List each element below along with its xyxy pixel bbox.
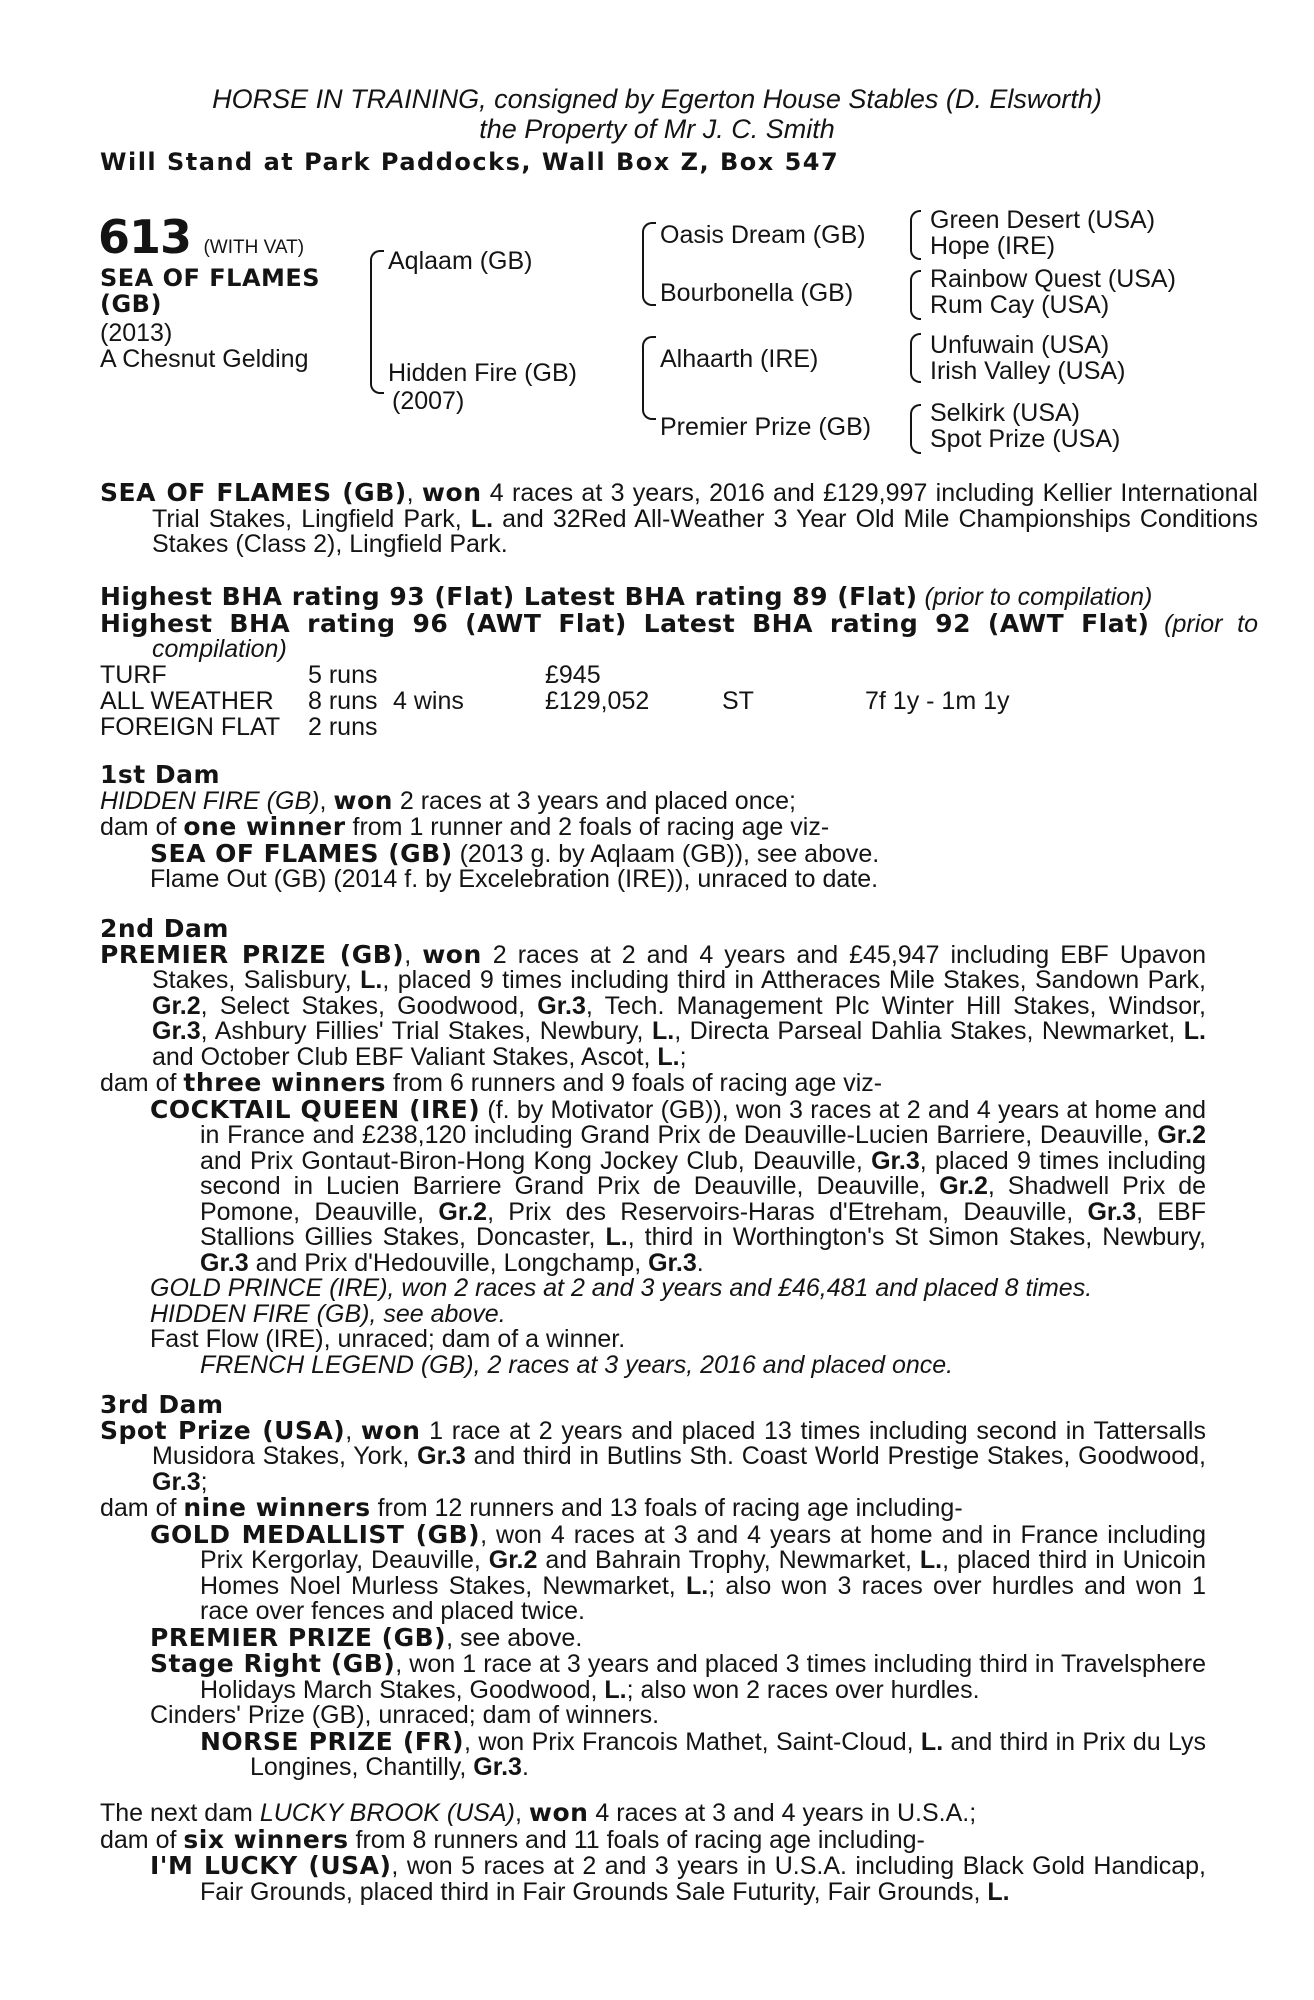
progeny-text: and third in Prix du Lys Longines, Chantilly, bbox=[250, 1727, 1206, 1781]
race-grade: Gr.3 bbox=[1087, 1197, 1137, 1226]
property-line: the Property of Mr J. C. Smith bbox=[479, 114, 835, 144]
progeny-text: ; also won 2 races over hurdles. bbox=[626, 1675, 980, 1704]
third-dam-section: 3rd Dam Spot Prize (USA), won 1 race at 2 years and placed 13 times including second in Tattersalls Musidora Stakes, York, Gr.3 and third in Butlins Sth. Coast World Prestige Stakes, Goodwood, Gr.3; dam of nine winners from 12 runners and 13 foals of racing age including- GOLD MEDALLIST (GB), won 4 races at 3 and 4 years at home and in France including Prix Kergorlay, Deauville, Gr.2 and Bahrain Trophy, Newmarket, L., placed third in Unicoin Homes Noel Murless Stakes, Newmarket, L.; also won 3 races over hurdles and won 1 race over fences and placed twice. PREMIER PRIZE (GB), see above. Stage Right (GB), won 1 race at 3 years and placed 3 times including third in Travelsphere Holidays March Stakes, Goodwood, L.; also won 2 races over hurdles. Cinders' Prize (GB), unraced; dam of winners. NORSE PRIZE (FR), won Prix Francois Mathet, Saint-Cloud, L. and third in Prix du Lys Longines, Chantilly, Gr.3. bbox=[100, 1390, 1206, 1781]
runs: 8 runs bbox=[308, 687, 378, 715]
race-grade: Gr.2 bbox=[488, 1546, 538, 1574]
pedigree-ss-dam: Hope (IRE) bbox=[930, 232, 1056, 260]
dam-record: ; bbox=[200, 1467, 208, 1496]
pedigree-ds-dam: Irish Valley (USA) bbox=[930, 357, 1126, 385]
race-grade: L. bbox=[919, 1546, 943, 1574]
section-heading: 3rd Dam bbox=[100, 1390, 224, 1419]
next-dam-text: The next dam bbox=[100, 1799, 260, 1827]
dam-name: PREMIER PRIZE (GB) bbox=[100, 939, 405, 969]
racing-summary: SEA OF FLAMES (GB), won 4 races at 3 years, 2016 and £129,997 including Kellier International Trial Stakes, Lingfield Park, L. and 32Red All-Weather 3 Year Old Mile Championships Conditions Stakes (Class 2), Lingfield Park. bbox=[100, 478, 1258, 558]
pedigree-dd-dam: Spot Prize (USA) bbox=[930, 425, 1121, 453]
horse-origin: (GB) bbox=[100, 290, 162, 318]
progeny-text: and Prix d'Hedouville, Longchamp, bbox=[248, 1248, 649, 1277]
section-heading: 2nd Dam bbox=[100, 914, 229, 943]
stand-location: Will Stand at Park Paddocks, Wall Box Z, Box 547 bbox=[100, 148, 840, 176]
horse-name: SEA OF FLAMES bbox=[100, 264, 321, 292]
race-grade: Gr.3 bbox=[417, 1442, 466, 1470]
progeny-name: PREMIER PRIZE (GB) bbox=[150, 1622, 447, 1652]
dam-record: 2 races at 2 and 4 years and £45,947 including EBF Upavon Stakes, Salisbury, bbox=[152, 940, 1206, 994]
dam-of-text: from 6 runners and 9 foals of racing age viz- bbox=[386, 1069, 883, 1097]
rating-awt: Highest BHA rating 96 (AWT Flat) Latest BHA rating 92 (AWT Flat) bbox=[100, 608, 1150, 638]
race-grade: L. bbox=[605, 1223, 628, 1251]
earnings: £945 bbox=[545, 661, 601, 689]
dam-record: , Select Stakes, Goodwood, bbox=[200, 991, 538, 1020]
progeny-text: , EBF Stallions Gillies Stakes, Doncaster, bbox=[200, 1197, 1206, 1251]
consignor-line: HORSE IN TRAINING, consigned by Egerton House Stables (D. Elsworth) bbox=[212, 84, 1102, 114]
winners-count: six winners bbox=[183, 1824, 349, 1854]
won-label: won bbox=[360, 1415, 421, 1445]
rating-flat: Highest BHA rating 93 (Flat) Latest BHA rating 89 (Flat) bbox=[100, 582, 918, 611]
dam-record: and October Club EBF Valiant Stakes, Ascot, bbox=[152, 1042, 658, 1071]
dam-record: 1 race at 2 years and placed 13 times including second in Tattersalls Musidora Stakes, York, bbox=[152, 1416, 1206, 1470]
race-grade: Gr.2 bbox=[438, 1197, 488, 1226]
progeny-text: , won 1 race at 3 years and placed 3 times including third in Travelsphere Holidays March Stakes, Goodwood, bbox=[200, 1650, 1206, 1704]
pedigree-sire: Aqlaam (GB) bbox=[388, 247, 533, 275]
progeny-name: I'M LUCKY (USA) bbox=[150, 1851, 392, 1880]
won-label: won bbox=[422, 939, 482, 969]
dam-record: ; bbox=[679, 1042, 687, 1071]
pedigree-dam-year: (2007) bbox=[392, 387, 465, 415]
race-grade: Gr.3 bbox=[473, 1753, 522, 1781]
race-grade: Gr.2 bbox=[1157, 1121, 1206, 1149]
pedigree-brace bbox=[642, 336, 656, 420]
dam-record: 4 races at 3 and 4 years in U.S.A.; bbox=[588, 1799, 977, 1827]
progeny-text: , won 4 races at 3 and 4 years at home and in France including Prix Kergorlay, Deauville, bbox=[200, 1520, 1206, 1574]
progeny-entry: Fast Flow (IRE), unraced; dam of a winner. bbox=[150, 1325, 626, 1353]
summary-won: won bbox=[421, 478, 482, 507]
progeny-name: NORSE PRIZE (FR) bbox=[200, 1726, 465, 1756]
bha-ratings bbox=[100, 584, 1258, 663]
runs: 2 runs bbox=[308, 713, 378, 741]
race-grade: Gr.3 bbox=[152, 1467, 201, 1496]
progeny-entry: GOLD PRINCE (IRE), won 2 races at 2 and 3 years and £46,481 and placed 8 times. bbox=[150, 1274, 1093, 1302]
progeny-text: ; also won 3 races over hurdles and won 1 race over fences and placed twice. bbox=[200, 1571, 1206, 1625]
race-grade: L. bbox=[470, 504, 494, 533]
winners-count: three winners bbox=[183, 1068, 386, 1097]
runs: 5 runs bbox=[308, 661, 378, 689]
summary-horse-name: SEA OF FLAMES (GB) bbox=[100, 478, 407, 507]
progeny-text: . bbox=[696, 1248, 704, 1277]
pedigree-dam-dam: Premier Prize (GB) bbox=[660, 413, 872, 441]
race-grade: Gr.2 bbox=[152, 991, 201, 1020]
pedigree-sire-sire: Oasis Dream (GB) bbox=[660, 221, 866, 249]
distance: 7f 1y - 1m 1y bbox=[865, 687, 1010, 715]
progeny-text: , placed third in Unicoin Homes Noel Murless Stakes, Newmarket, bbox=[200, 1546, 1206, 1600]
progeny-text: (2013 g. by Aqlaam (GB)), see above. bbox=[452, 839, 880, 868]
going: ST bbox=[722, 687, 754, 715]
pedigree-ss-sire: Green Desert (USA) bbox=[930, 206, 1156, 234]
dam-record: , placed 9 times including third in Attheraces Mile Stakes, Sandown Park, bbox=[382, 966, 1206, 994]
rating-note: (prior to compilation) bbox=[152, 609, 1259, 663]
race-record-table bbox=[0, 662, 1314, 742]
race-grade: Gr.3 bbox=[200, 1248, 249, 1277]
wins: 4 wins bbox=[393, 687, 464, 715]
dam-of-text: dam of bbox=[100, 1494, 184, 1522]
pedigree-brace bbox=[910, 404, 921, 454]
progeny-text: , won Prix Francois Mathet, Saint-Cloud, bbox=[464, 1727, 921, 1756]
pedigree-sire-dam: Bourbonella (GB) bbox=[660, 279, 854, 307]
earnings: £129,052 bbox=[545, 687, 650, 715]
progeny-name: SEA OF FLAMES (GB) bbox=[150, 838, 453, 868]
progeny-entry: FRENCH LEGEND (GB), 2 races at 3 years, 2016 and placed once. bbox=[200, 1350, 954, 1379]
progeny-entry: Cinders' Prize (GB), unraced; dam of winners. bbox=[150, 1701, 660, 1729]
dam-name: HIDDEN FIRE (GB) bbox=[100, 786, 320, 815]
dam-name: LUCKY BROOK (USA) bbox=[259, 1799, 515, 1827]
dam-record: 2 races at 3 years and placed once; bbox=[392, 786, 796, 815]
race-grade: L. bbox=[1183, 1017, 1206, 1045]
race-grade: Gr.3 bbox=[152, 1017, 201, 1045]
race-grade: L. bbox=[685, 1571, 709, 1600]
winners-count: nine winners bbox=[183, 1493, 371, 1522]
pedigree-ds-sire: Unfuwain (USA) bbox=[930, 331, 1110, 359]
race-grade: L. bbox=[360, 966, 383, 994]
surface: ALL WEATHER bbox=[100, 687, 274, 715]
dam-record: , Directa Parseal Dahlia Stakes, Newmarket, bbox=[674, 1017, 1184, 1045]
race-grade: L. bbox=[604, 1675, 627, 1704]
progeny-text: and Prix Gontaut-Biron-Hong Kong Jockey Club, Deauville, bbox=[200, 1146, 872, 1175]
dam-of-text: from 12 runners and 13 foals of racing age including- bbox=[370, 1494, 963, 1522]
won-label: won bbox=[333, 785, 393, 815]
pedigree-sd-sire: Rainbow Quest (USA) bbox=[930, 265, 1176, 293]
pedigree-dd-sire: Selkirk (USA) bbox=[930, 399, 1081, 427]
dam-record: , Tech. Management Plc Winter Hill Stakes, Windsor, bbox=[585, 991, 1206, 1020]
summary-text: 4 races at 3 years, 2016 and £129,997 including Kellier International Trial Stakes, Lingfield Park, bbox=[152, 479, 1258, 533]
race-grade: L. bbox=[920, 1727, 944, 1756]
progeny-text: , placed 9 times including second in Lucien Barriere Grand Prix de Deauville, Deauville, bbox=[200, 1146, 1206, 1200]
vat-note: (WITH VAT) bbox=[203, 237, 305, 258]
summary-text: and 32Red All-Weather 3 Year Old Mile Championships Conditions Stakes (Class 2), Lingfield Park. bbox=[152, 504, 1258, 558]
progeny-text: . bbox=[521, 1753, 529, 1781]
race-grade: Gr.2 bbox=[939, 1172, 988, 1200]
pedigree-brace bbox=[370, 250, 384, 394]
progeny-text: , Prix des Reservoirs-Haras d'Etreham, Deauville, bbox=[487, 1197, 1088, 1226]
race-grade: Gr.3 bbox=[871, 1146, 920, 1175]
dam-of-text: dam of bbox=[100, 1069, 184, 1097]
dam-record: and third in Butlins Sth. Coast World Prestige Stakes, Goodwood, bbox=[465, 1442, 1206, 1470]
race-grade: Gr.3 bbox=[648, 1248, 697, 1277]
foaling-year: (2013) bbox=[100, 319, 173, 347]
won-label: won bbox=[528, 1798, 589, 1827]
lot-number-row bbox=[98, 210, 304, 264]
progeny-text: , won 5 races at 2 and 3 years in U.S.A. including Black Gold Handicap, Fair Grounds, placed third in Fair Grounds Sale Futurity, Fair Grounds, bbox=[200, 1852, 1206, 1906]
dam-of-text: dam of bbox=[100, 1825, 184, 1854]
race-grade: Gr.3 bbox=[537, 991, 586, 1020]
pedigree-brace bbox=[910, 210, 921, 260]
progeny-name: Stage Right (GB) bbox=[150, 1649, 396, 1678]
first-dam-section: 1st Dam HIDDEN FIRE (GB), won 2 races at 3 years and placed once; dam of one winner from 1 runner and 2 foals of racing age viz- SEA OF FLAMES (GB) (2013 g. by Aqlaam (GB)), see above. Flame Out (GB) (2014 f. by Excelebration (IRE)), unraced to date. bbox=[100, 762, 1206, 893]
pedigree-brace bbox=[910, 270, 921, 320]
progeny-text: , Shadwell Prix de Pomone, Deauville, bbox=[200, 1172, 1206, 1226]
progeny-text: , see above. bbox=[446, 1623, 583, 1652]
progeny-entry: HIDDEN FIRE (GB), see above. bbox=[150, 1299, 506, 1328]
surface: TURF bbox=[100, 661, 167, 689]
second-dam-section: 2nd Dam PREMIER PRIZE (GB), won 2 races at 2 and 4 years and £45,947 including EBF Upavon Stakes, Salisbury, L., placed 9 times including third in Attheraces Mile Stakes, Sandown Park, Gr.2, Select Stakes, Goodwood, Gr.3, Tech. Management Plc Winter Hill Stakes, Windsor, Gr.3, Ashbury Fillies' Trial Stakes, Newbury, L., Directa Parseal Dahlia Stakes, Newmarket, L. and October Club EBF Valiant Stakes, Ascot, L.; dam of three winners from 6 runners and 9 foals of racing age viz- COCKTAIL QUEEN (IRE) (f. by Motivator (GB)), won 3 races at 2 and 4 years at home and in France and £238,120 including Grand Prix de Deauville-Lucien Barriere, Deauville, Gr.2 and Prix Gontaut-Biron-Hong Kong Jockey Club, Deauville, Gr.3, placed 9 times including second in Lucien Barriere Grand Prix de Deauville, Deauville, Gr.2, Shadwell Prix de Pomone, Deauville, Gr.2, Prix des Reservoirs-Haras d'Etreham, Deauville, Gr.3, EBF Stallions Gillies Stakes, Doncaster, L., third in Worthington's St Simon Stakes, Newbury, Gr.3 and Prix d'Hedouville, Longchamp, Gr.3. GOLD PRINCE (IRE), won 2 races at 2 and 3 years and £46,481 and placed 8 times. HIDDEN FIRE (GB), see above. Fast Flow (IRE), unraced; dam of a winner. FRENCH LEGEND (GB), 2 races at 3 years, 2016 and placed once. bbox=[100, 914, 1206, 1379]
dam-of-text: from 8 runners and 11 foals of racing age including- bbox=[348, 1825, 925, 1854]
dam-name: Spot Prize (USA) bbox=[100, 1415, 346, 1445]
progeny-entry: Flame Out (GB) (2014 f. by Excelebration (IRE)), unraced to date. bbox=[150, 865, 879, 893]
pedigree-sd-dam: Rum Cay (USA) bbox=[930, 291, 1110, 319]
surface: FOREIGN FLAT bbox=[100, 713, 281, 741]
progeny-name: COCKTAIL QUEEN (IRE) bbox=[150, 1094, 481, 1124]
pedigree-dam: Hidden Fire (GB) bbox=[388, 359, 577, 387]
race-grade: L. bbox=[987, 1877, 1010, 1906]
progeny-name: GOLD MEDALLIST (GB) bbox=[150, 1519, 481, 1549]
pedigree-brace bbox=[642, 222, 656, 306]
horse-description: A Chesnut Gelding bbox=[100, 345, 309, 373]
pedigree-brace bbox=[910, 333, 921, 383]
race-grade: L. bbox=[652, 1017, 675, 1045]
winners-count: one winner bbox=[183, 812, 346, 841]
pedigree-dam-sire: Alhaarth (IRE) bbox=[660, 345, 819, 373]
dam-of-text: dam of bbox=[100, 813, 184, 841]
progeny-text: , third in Worthington's St Simon Stakes, Newbury, bbox=[627, 1223, 1206, 1251]
section-heading: 1st Dam bbox=[100, 760, 221, 789]
dam-record: , Ashbury Fillies' Trial Stakes, Newbury, bbox=[200, 1017, 652, 1045]
dam-of-text: from 1 runner and 2 foals of racing age viz- bbox=[345, 813, 830, 841]
rating-note: (prior to compilation) bbox=[924, 583, 1153, 611]
next-dam-section: The next dam LUCKY BROOK (USA), won 4 races at 3 and 4 years in U.S.A.; dam of six winners from 8 runners and 11 foals of racing age including- I'M LUCKY (USA), won 5 races at 2 and 3 years in U.S.A. including Black Gold Handicap, Fair Grounds, placed third in Fair Grounds Sale Futurity, Fair Grounds, L. bbox=[100, 1798, 1206, 1906]
lot-number: 613 bbox=[98, 210, 192, 264]
progeny-text: and Bahrain Trophy, Newmarket, bbox=[537, 1546, 920, 1574]
progeny-text: (f. by Motivator (GB)), won 3 races at 2 and 4 years at home and in France and £238,120 including Grand Prix de Deauville-Lucien Barriere, Deauville, bbox=[200, 1095, 1206, 1149]
race-grade: L. bbox=[657, 1042, 680, 1071]
